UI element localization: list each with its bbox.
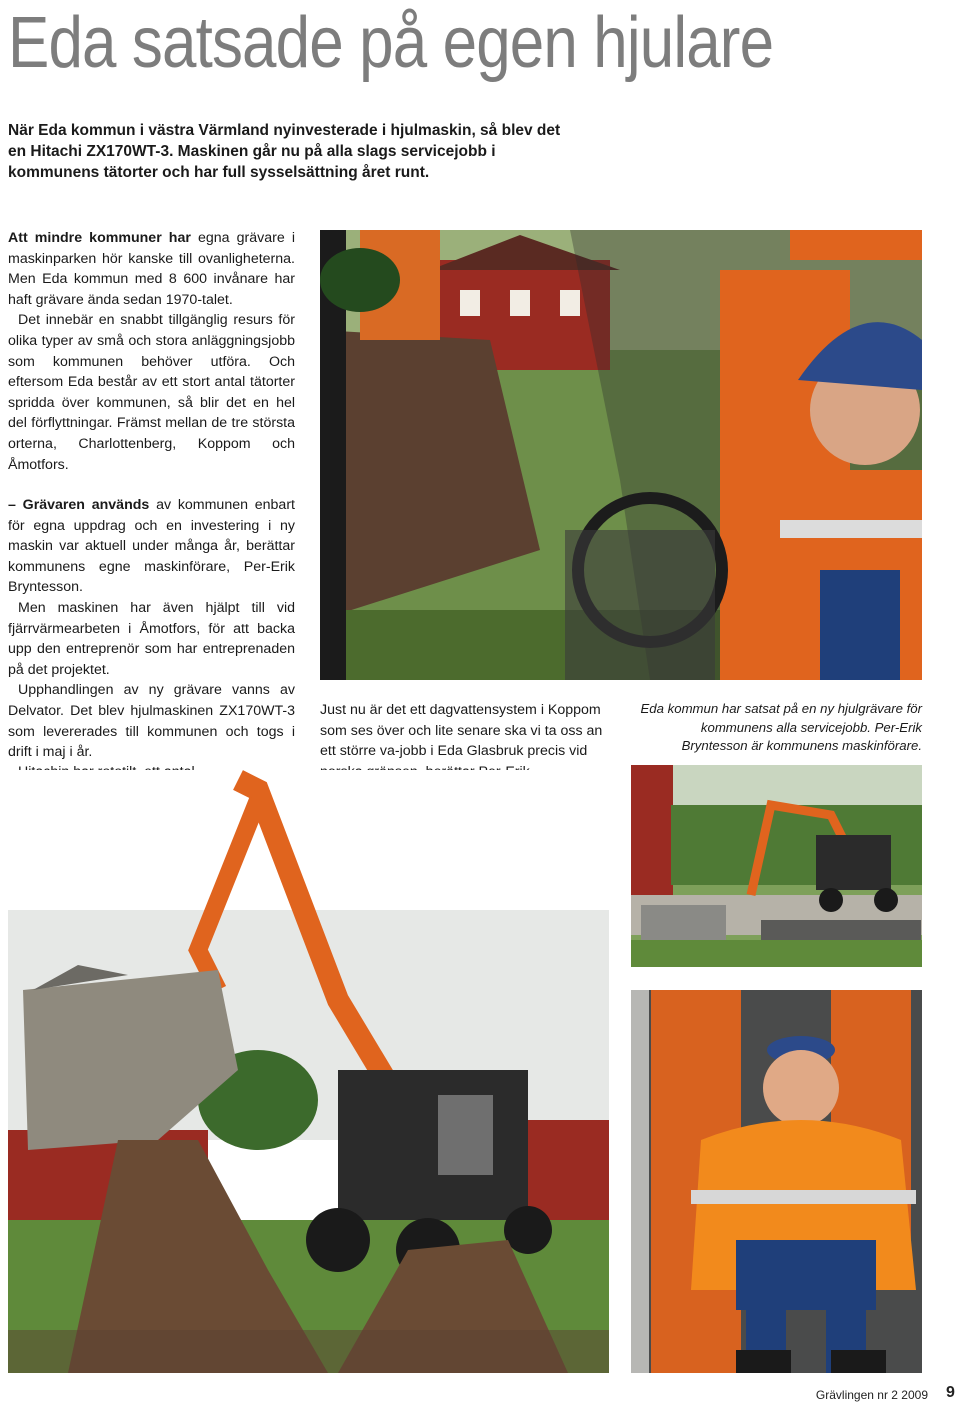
article-title: Eda satsade på egen hjulare [8, 3, 774, 83]
paragraph-lead-in: Att mindre kommuner har [8, 230, 191, 246]
photo-operator-in-cab [320, 230, 922, 680]
paragraph-text: egna grävare i maskinparken hör kanske till ovanligheterna. Men Eda kommun med 8 600 invånare har haft grävare ända sedan 1970-talet. [8, 230, 295, 308]
paragraph-text: Upphandlingen av ny grävare vanns av Delvator. Det blev hjulmaskinen ZX170WT-3 som levererades till kommunen och togs i drift i maj i år. [8, 682, 295, 761]
paragraph-text: Just nu är det ett dagvattensystem i Koppom som ses över och lite senare ska vi ta oss an ett större va-jobb i Eda Glasbruk precis vid [320, 702, 603, 760]
paragraph-lead-in: – Grävaren används [8, 497, 150, 513]
photo-caption: Eda kommun har satsat på en ny hjulgrävare för kommunens alla servicejobb. Per-Erik Bryntesson är kommunens maskinförare. [640, 701, 922, 753]
photo-excavator-bucket-foreground [8, 770, 609, 1373]
paragraph-text: av kommunen enbart för egna uppdrag och en investering i ny maskin var aktuell under många år, berättar kommunens egne maskinförare, Per-Erik Bryntesson. [8, 497, 295, 596]
publication-footer: Grävlingen nr 2 2009 [815, 1388, 928, 1402]
left-column-lower [8, 495, 295, 763]
paragraph-text: Det innebär en snabbt tillgänglig resurs för olika typer av små och stora anläggningsjobb som kommunen behöver utföra. Och eftersom Eda består av ett stort antal tätorter spridda över kommunen, så blir det en hel del förflyttningar. Främst mellan de tre största orterna, Charlottenberg, Koppom och Åmotfors. [8, 312, 295, 473]
page-number: 9 [946, 1384, 955, 1401]
left-column-top [8, 228, 295, 475]
article-lead: När Eda kommun i västra Värmland nyinvesterade i hjulmaskin, så blev det en Hitachi ZX170WT-3. Maskinen går nu på alla slags servicejobb i kommunens tätorter och har full sysselsättning året runt. [8, 122, 561, 181]
photo-operator-portrait [631, 990, 922, 1373]
paragraph-text: Men maskinen har även hjälpt till vid fjärrvärmearbeten i Åmotfors, för att backa upp den entreprenör som har entreprenaden på det projektet. [8, 599, 295, 678]
photo-excavator-at-worksite [631, 765, 922, 967]
